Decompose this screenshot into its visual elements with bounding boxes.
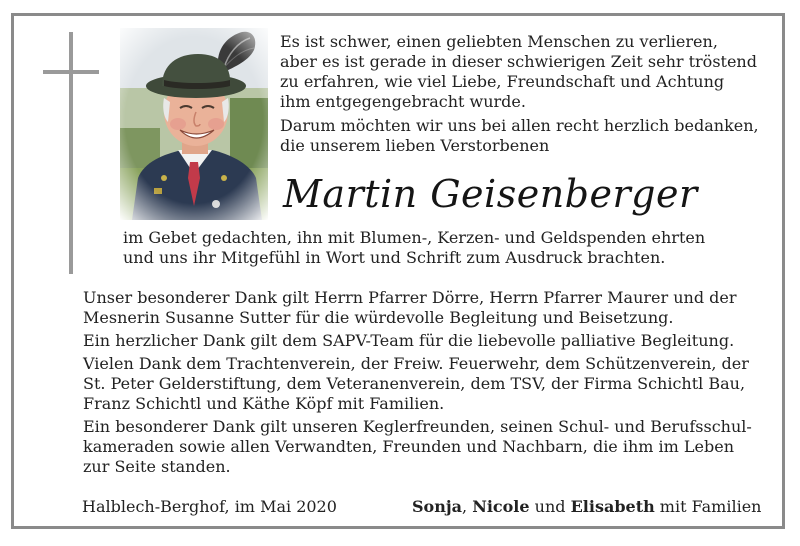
deceased-name: Martin Geisenberger bbox=[283, 172, 698, 216]
signer-name: Elisabeth bbox=[570, 497, 655, 516]
thanks-paragraph: Unser besonderer Dank gilt Herrn Pfarrer Dörre, Herrn Pfarrer Maurer und der Mesnerin Susanne Sutter für die würdevolle Begleitung und Beisetzung. bbox=[83, 288, 737, 327]
intro-text bbox=[280, 32, 760, 156]
thanks-paragraph: Ein herzlicher Dank gilt dem SAPV-Team für die liebevolle palliative Begleitung. bbox=[83, 331, 735, 350]
separator: , bbox=[462, 497, 473, 516]
cross-icon-horizontal bbox=[43, 70, 99, 74]
thanks-paragraph: Ein besonderer Dank gilt unseren Keglerfreunden, seinen Schul- und Berufsschul- kameraden sowie allen Verwandten, Freunden und Nachbarn, die ihm im Leben zur Seite standen. bbox=[83, 417, 752, 476]
intro-paragraph: Es ist schwer, einen geliebten Menschen zu verlieren, aber es ist gerade in dieser schwierigen Zeit sehr tröstend zu erfahren, wie viel Liebe, Freundschaft und Achtung ihm entgegengebracht wurde. bbox=[280, 32, 757, 111]
signer-name: Nicole bbox=[472, 497, 530, 516]
intro-paragraph: Darum möchten wir uns bei allen recht herzlich bedanken, die unserem lieben Verstorbenen bbox=[280, 116, 759, 155]
cross-icon-vertical bbox=[69, 32, 73, 274]
portrait-photo bbox=[120, 28, 268, 220]
thanks-section bbox=[83, 288, 763, 477]
signature-suffix: mit Familien bbox=[654, 497, 762, 516]
place-date: Halblech-Berghof, im Mai 2020 bbox=[82, 497, 337, 516]
signer-name: Sonja bbox=[412, 497, 463, 516]
gebet-text: im Gebet gedachten, ihn mit Blumen-, Kerzen- und Geldspenden ehrten und uns ihr Mitgefühl in Wort und Schrift zum Ausdruck brachten. bbox=[123, 228, 706, 267]
signature-line bbox=[412, 497, 761, 516]
separator: und bbox=[529, 497, 571, 516]
thanks-paragraph: Vielen Dank dem Trachtenverein, der Freiw. Feuerwehr, dem Schützenverein, der St. Peter Gelderstiftung, dem Veteranenverein, dem TSV, der Firma Schichtl Bau, Franz Schichtl und Käthe Köpf mit Familien. bbox=[83, 354, 749, 413]
